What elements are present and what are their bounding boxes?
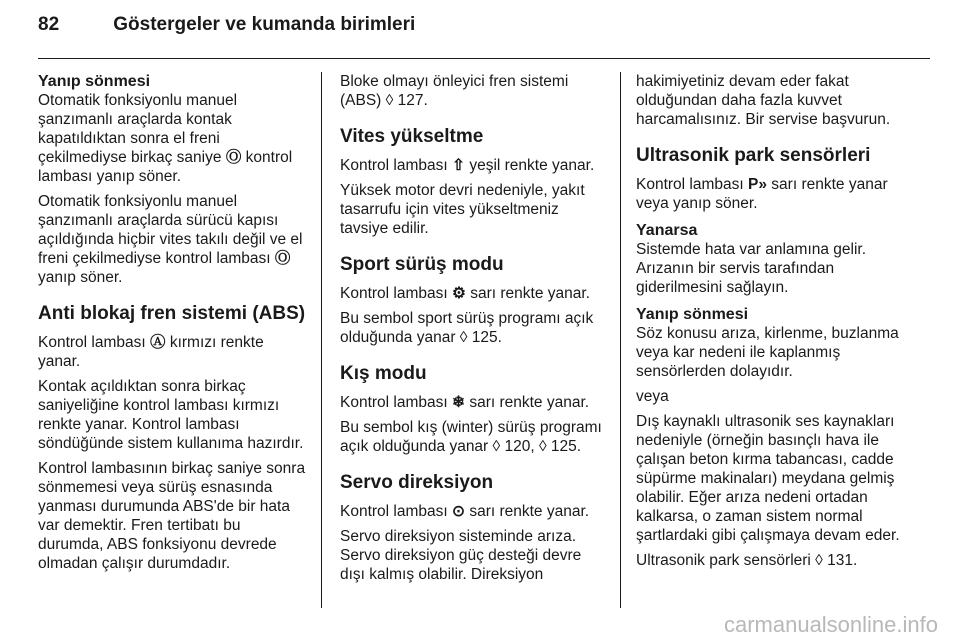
heading-if-lit: Yanarsa xyxy=(636,222,698,239)
header-rule xyxy=(38,58,930,59)
park-sensor-icon: P» xyxy=(748,176,767,193)
steering-icon: ⊙ xyxy=(452,503,466,520)
brake-warning-icon: Ⓞ xyxy=(225,149,242,166)
paragraph: Otomatik fonksiyonlu manuel şanzımanlı araçlarda sürücü kapısı açıldığında hiçbir vites takılı değil ve el freni çekilmediyse kontrol lambası Ⓞ yanıp söner. xyxy=(38,193,303,286)
paragraph: Ultrasonik park sensörleri ◊ 131. xyxy=(636,552,858,569)
paragraph: Kontrol lambası ❄ sarı renkte yanar. xyxy=(340,394,590,411)
column-divider-1 xyxy=(321,72,322,608)
paragraph: Kontrol lambasının birkaç saniye sonra sönmemesi veya sürüş esnasında yanması durumunda ABS'de bir hata var demektir. Fren tertibatı bu durumda, ABS fonksiyonu devrede olmadan çalışır durumdadır. xyxy=(38,460,306,572)
paragraph: Dış kaynaklı ultrasonik ses kaynakları nedeniyle (örneğin basınçlı hava ile çalışan beton kırma tabancası, cadde süpürme makinaları) meydana gelmiş olabilir. Eğer arıza nedeni ortadan kalkarsa, o zaman sistem normal şartlardaki gibi çalışmaya devam eder. xyxy=(636,413,900,544)
paragraph: Bu sembol sport sürüş programı açık olduğunda yanar ◊ 125. xyxy=(340,310,594,346)
paragraph: hakimiyetiniz devam eder fakat olduğundan daha fazla kuvvet harcamalısınız. Bir servise başvurun. xyxy=(636,73,891,128)
heading-blinking: Yanıp sönmesi xyxy=(636,306,749,323)
paragraph: Yüksek motor devri nedeniyle, yakıt tasarrufu için vites yükseltmeniz tavsiye edilir. xyxy=(340,182,585,237)
brake-warning-icon: Ⓞ xyxy=(274,250,291,267)
column-divider-2 xyxy=(620,72,621,608)
heading-blinking: Yanıp sönmesi xyxy=(38,73,151,90)
winter-mode-icon: ❄ xyxy=(452,394,466,411)
watermark: carmanualsonline.info xyxy=(723,612,938,637)
page-header xyxy=(38,14,415,36)
paragraph: veya xyxy=(636,388,669,405)
paragraph: Kontrol lambası ⊙ sarı renkte yanar. xyxy=(340,503,590,520)
page-title: Göstergeler ve kumanda birimleri xyxy=(113,14,416,35)
paragraph: Kontrol lambası ⇧ yeşil renkte yanar. xyxy=(340,157,595,174)
paragraph: Söz konusu arıza, kirlenme, buzlanma veya kar nedeni ile kaplanmış sensörlerden dolayıdır. xyxy=(636,325,899,380)
paragraph: Bloke olmayı önleyici fren sistemi (ABS) ◊ 127. xyxy=(340,73,569,109)
paragraph: Kontrol lambası ⚙ sarı renkte yanar. xyxy=(340,285,590,302)
paragraph: Sistemde hata var anlamına gelir. Arızanın bir servis tarafından giderilmesini sağlayın. xyxy=(636,241,867,296)
heading-park-sensors: Ultrasonik park sensörleri xyxy=(636,145,871,166)
column-1 xyxy=(38,72,308,579)
page-number: 82 xyxy=(38,14,60,35)
heading-winter-mode: Kış modu xyxy=(340,363,427,384)
paragraph: Kontak açıldıktan sonra birkaç saniyeliğine kontrol lambası kırmızı renkte yanar. Kontrol lambası söndüğünde sistem kullanıma hazırdır. xyxy=(38,378,304,452)
column-3 xyxy=(636,72,908,576)
heading-power-steering: Servo direksiyon xyxy=(340,472,494,493)
abs-icon: Ⓐ xyxy=(150,334,166,351)
upshift-icon: ⇧ xyxy=(452,157,466,174)
column-2 xyxy=(340,72,610,590)
heading-upshift: Vites yükseltme xyxy=(340,126,484,147)
paragraph: Servo direksiyon sisteminde arıza. Servo direksiyon güç desteği devre dışı kalmış olabilir. Direksiyon xyxy=(340,528,582,583)
paragraph: Bu sembol kış (winter) sürüş programı açık olduğunda yanar ◊ 120, ◊ 125. xyxy=(340,419,602,455)
paragraph: Otomatik fonksiyonlu manuel şanzımanlı araçlarda kontak kapatıldıktan sonra el freni çekilmediyse birkaç saniye Ⓞ kontrol lambası yanıp söner. xyxy=(38,92,293,185)
heading-sport-mode: Sport sürüş modu xyxy=(340,254,504,275)
sport-mode-icon: ⚙ xyxy=(452,285,466,302)
heading-abs: Anti blokaj fren sistemi (ABS) xyxy=(38,303,306,324)
paragraph: Kontrol lambası Ⓐ kırmızı renkte yanar. xyxy=(38,334,264,370)
paragraph: Kontrol lambası P» sarı renkte yanar veya yanıp söner. xyxy=(636,176,888,212)
